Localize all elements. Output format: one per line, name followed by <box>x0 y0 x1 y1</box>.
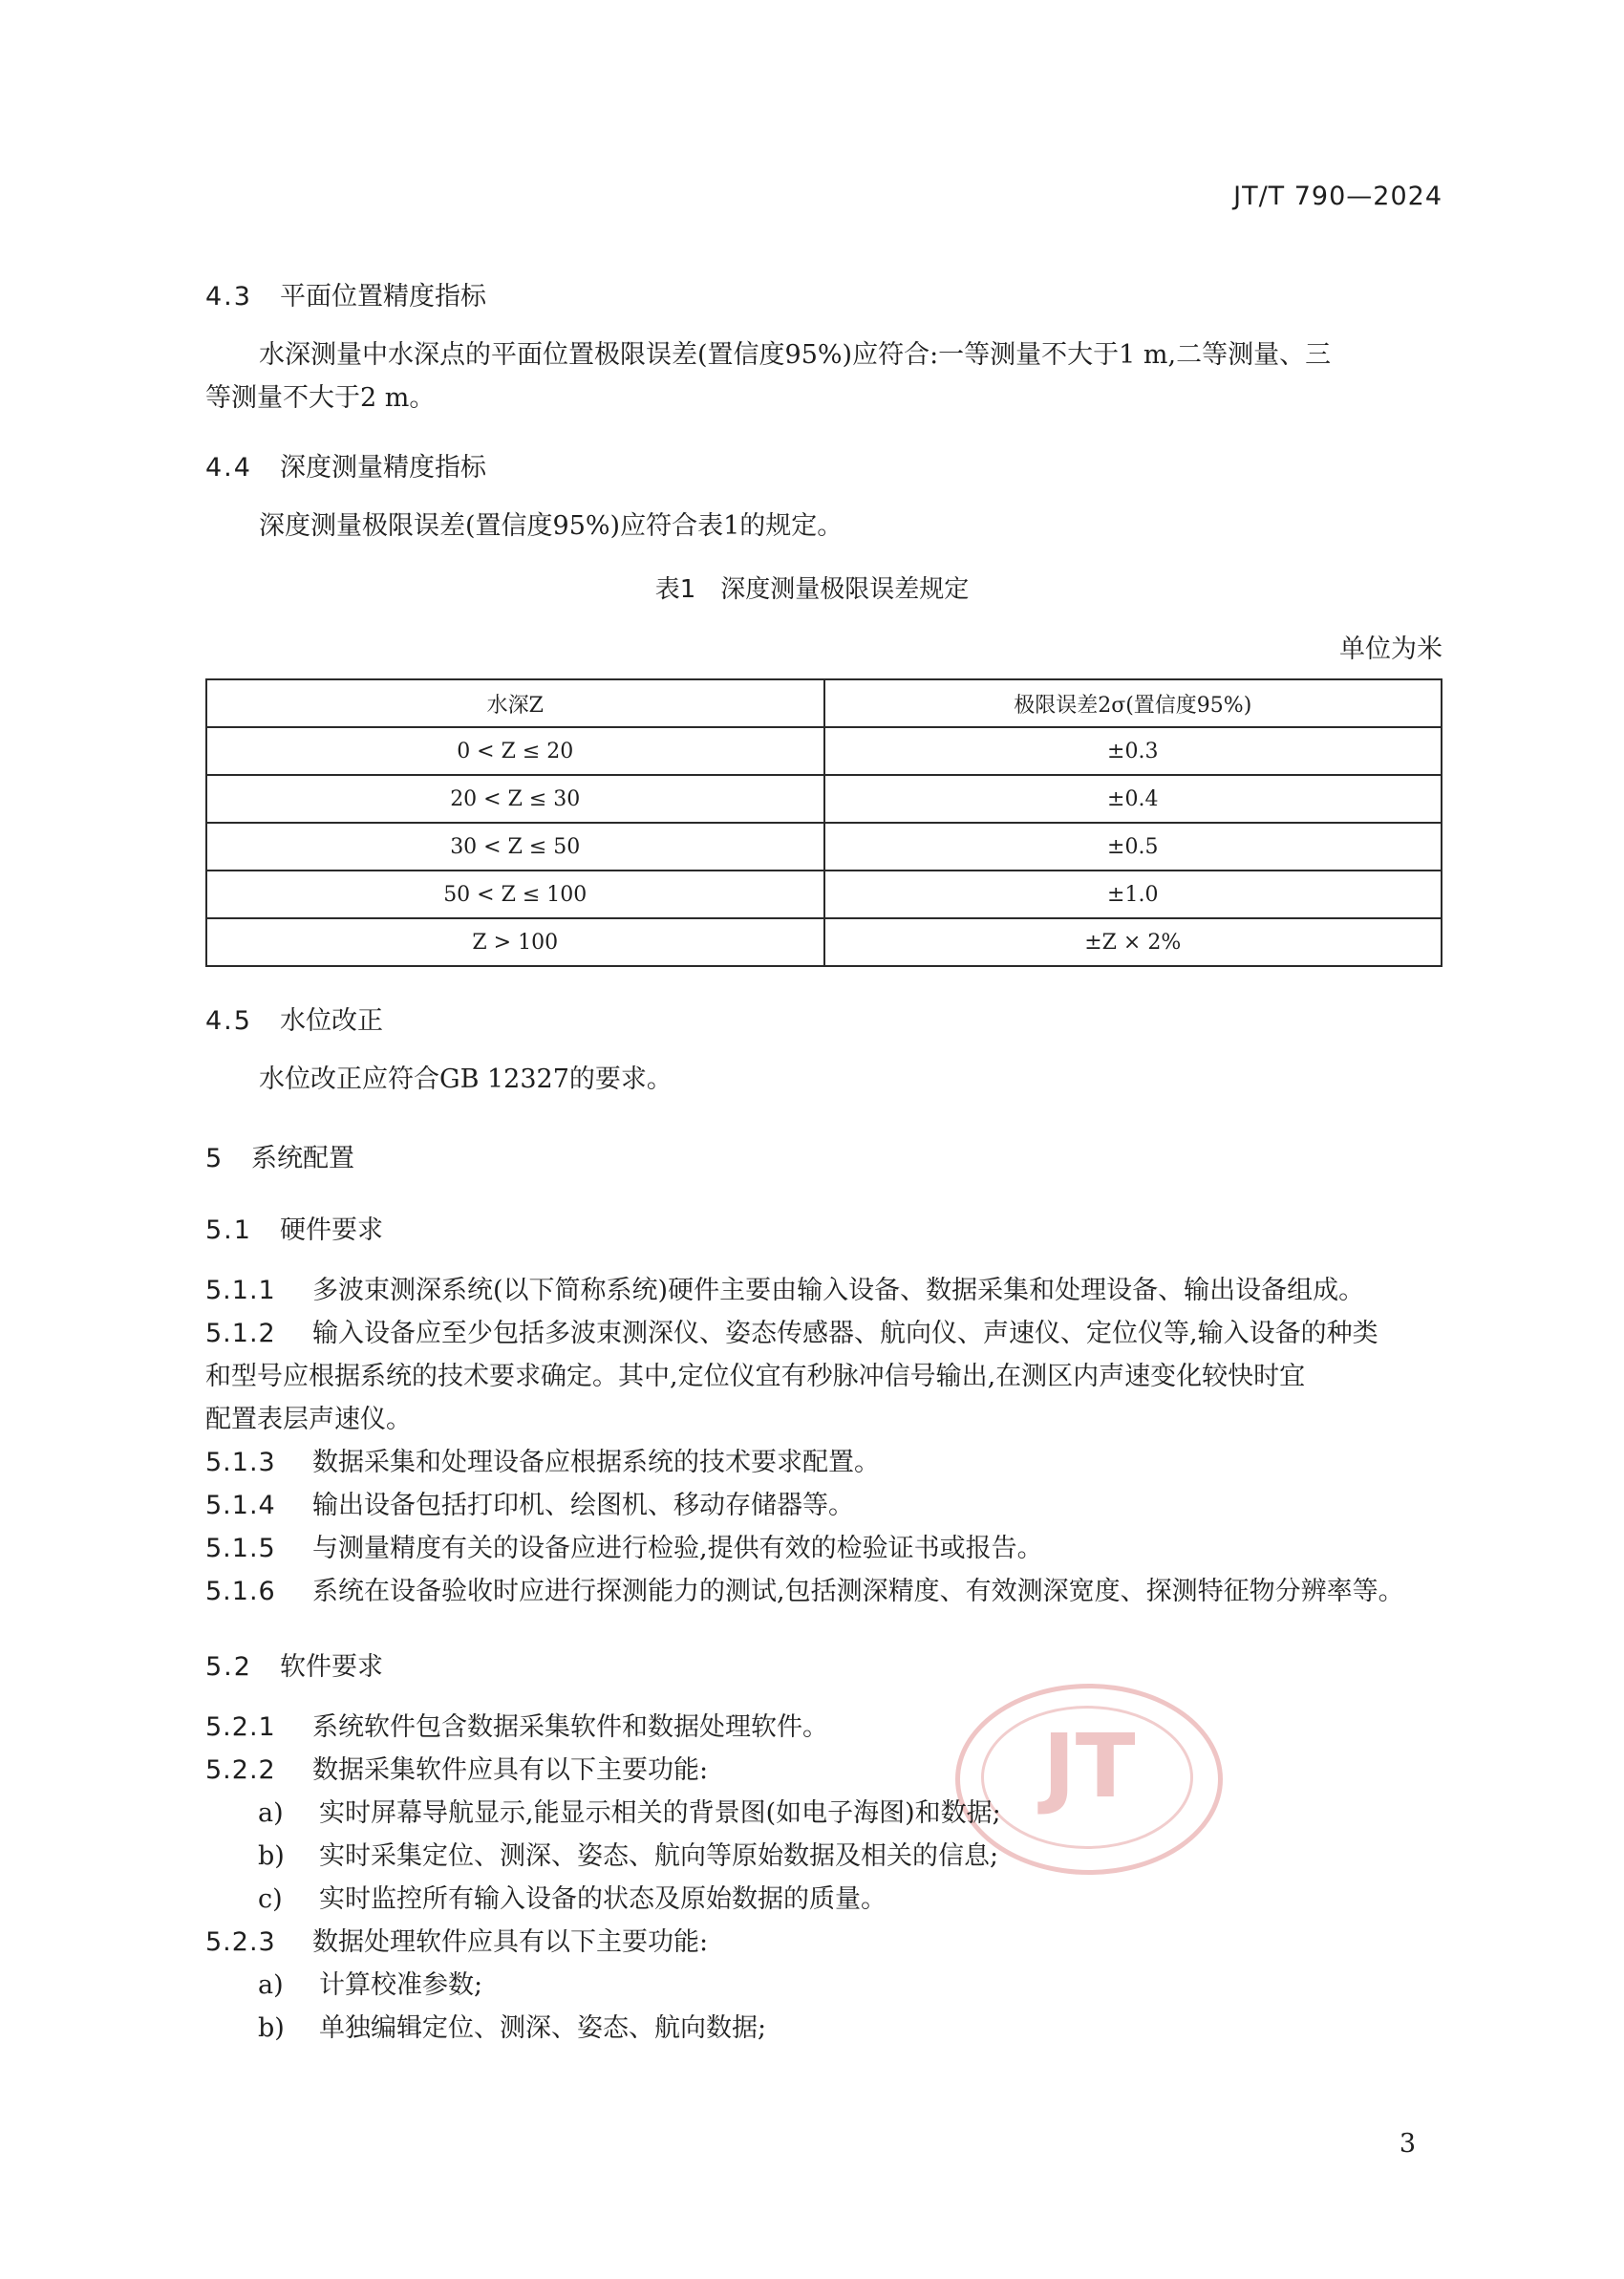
table-row <box>206 775 1442 823</box>
clause-number: 5.1.1 <box>205 1276 276 1305</box>
list-marker: a) <box>258 1798 284 1828</box>
chapter-number: 5 <box>205 1144 224 1173</box>
section-title: 平面位置精度指标 <box>280 282 486 312</box>
clause-text: 数据采集和处理设备应根据系统的技术要求配置。 <box>312 1448 880 1477</box>
section-heading-4-5 <box>205 1000 383 1037</box>
section-title: 深度测量精度指标 <box>280 453 486 483</box>
clause-text: 多波束测深系统(以下简称系统)硬件主要由输入设备、数据采集和处理设备、输出设备组成。 <box>312 1276 1365 1305</box>
table-cell: ±0.4 <box>824 775 1442 823</box>
table-cell: ±0.5 <box>824 823 1442 871</box>
clause-text: 系统在设备验收时应进行探测能力的测试,包括测深精度、有效测深宽度、探测特征物分辨率等。 <box>312 1577 1404 1606</box>
clause-5-1-3 <box>205 1441 1442 1484</box>
list-item <box>258 2007 766 2050</box>
section-heading-4-3 <box>205 275 486 312</box>
paragraph-4-3-line-2: 等测量不大于2 m。 <box>205 383 436 413</box>
section-number: 4.4 <box>205 453 252 483</box>
clause-number: 5.1.6 <box>205 1577 276 1606</box>
table-row <box>206 871 1442 918</box>
list-text: 计算校准参数; <box>319 1970 483 2000</box>
list-text: 实时采集定位、测深、姿态、航向等原始数据及相关的信息; <box>319 1841 999 1871</box>
chapter-heading-5 <box>205 1137 354 1174</box>
list-item <box>258 1835 998 1878</box>
clause-number: 5.1.2 <box>205 1319 276 1348</box>
clause-number: 5.2.3 <box>205 1927 276 1957</box>
list-marker: b) <box>258 1841 285 1871</box>
clause-5-1-1 <box>205 1269 1442 1312</box>
table-cell: 30 < Z ≤ 50 <box>206 823 824 871</box>
list-text: 实时监控所有输入设备的状态及原始数据的质量。 <box>319 1884 887 1914</box>
paragraph-4-3-line-1: 水深测量中水深点的平面位置极限误差(置信度95%)应符合:一等测量不大于1 m,二等测量、三 <box>259 340 1332 370</box>
clause-5-1-5 <box>205 1527 1442 1570</box>
section-number: 4.5 <box>205 1006 252 1036</box>
section-heading-5-1 <box>205 1209 383 1246</box>
list-item <box>258 1792 1001 1835</box>
page-number: 3 <box>1399 2129 1416 2159</box>
table-cell: ±1.0 <box>824 871 1442 918</box>
list-item <box>258 1878 887 1921</box>
table-cell: ±Z × 2% <box>824 918 1442 966</box>
table-cell: 20 < Z ≤ 30 <box>206 775 824 823</box>
clause-5-2-3 <box>205 1921 1442 1964</box>
standard-code: JT/T 790—2024 <box>1233 182 1442 211</box>
section-title: 硬件要求 <box>280 1215 383 1245</box>
section-heading-4-4 <box>205 446 486 484</box>
table-unit-note: 单位为米 <box>1339 634 1442 664</box>
list-text: 实时屏幕导航显示,能显示相关的背景图(如电子海图)和数据; <box>319 1798 1001 1828</box>
table-cell: 0 < Z ≤ 20 <box>206 727 824 775</box>
clause-5-1-2-line-2: 和型号应根据系统的技术要求确定。其中,定位仪宜有秒脉冲信号输出,在测区内声速变化较快时宜 <box>205 1362 1306 1391</box>
table-header-cell: 水深Z <box>206 679 824 727</box>
list-text: 单独编辑定位、测深、姿态、航向数据; <box>319 2013 767 2043</box>
table-cell: ±0.3 <box>824 727 1442 775</box>
clause-5-1-4 <box>205 1484 1442 1527</box>
table-row <box>206 823 1442 871</box>
clause-number: 5.2.1 <box>205 1712 276 1742</box>
clause-text: 输入设备应至少包括多波束测深仪、姿态传感器、航向仪、声速仪、定位仪等,输入设备的种类 <box>312 1319 1378 1348</box>
section-number: 4.3 <box>205 282 252 312</box>
clause-number: 5.1.3 <box>205 1448 276 1477</box>
list-marker: a) <box>258 1970 284 2000</box>
table-row <box>206 727 1442 775</box>
section-number: 5.2 <box>205 1652 252 1682</box>
list-item <box>258 1964 482 2007</box>
clause-5-2-2 <box>205 1749 1442 1792</box>
depth-error-table <box>205 678 1442 967</box>
paragraph-4-5: 水位改正应符合GB 12327的要求。 <box>259 1064 673 1094</box>
table-title: 表1 深度测量极限误差规定 <box>654 575 970 604</box>
clause-text: 输出设备包括打印机、绘图机、移动存储器等。 <box>312 1491 854 1520</box>
clause-number: 5.1.5 <box>205 1534 276 1563</box>
table-header-row <box>206 679 1442 727</box>
clause-text: 数据采集软件应具有以下主要功能: <box>312 1755 709 1785</box>
list-marker: b) <box>258 2013 285 2043</box>
clause-5-1-2 <box>205 1312 1442 1355</box>
clause-text: 数据处理软件应具有以下主要功能: <box>312 1927 709 1957</box>
clause-text: 系统软件包含数据采集软件和数据处理软件。 <box>312 1712 828 1742</box>
clause-text: 与测量精度有关的设备应进行检验,提供有效的检验证书或报告。 <box>312 1534 1043 1563</box>
table-cell: Z > 100 <box>206 918 824 966</box>
table-cell: 50 < Z ≤ 100 <box>206 871 824 918</box>
section-heading-5-2 <box>205 1645 383 1683</box>
section-title: 水位改正 <box>280 1006 383 1036</box>
table-header-cell: 极限误差2σ(置信度95%) <box>824 679 1442 727</box>
paragraph-4-4: 深度测量极限误差(置信度95%)应符合表1的规定。 <box>259 511 844 541</box>
clause-5-1-2-line-3: 配置表层声速仪。 <box>205 1405 412 1434</box>
stamp-text: JT <box>1042 1715 1136 1817</box>
clause-number: 5.2.2 <box>205 1755 276 1785</box>
list-marker: c) <box>258 1884 283 1914</box>
chapter-title: 系统配置 <box>251 1144 354 1173</box>
section-number: 5.1 <box>205 1215 252 1245</box>
clause-5-2-1 <box>205 1706 1442 1749</box>
table-row <box>206 918 1442 966</box>
section-title: 软件要求 <box>280 1652 383 1682</box>
clause-number: 5.1.4 <box>205 1491 276 1520</box>
clause-5-1-6 <box>205 1570 1442 1613</box>
